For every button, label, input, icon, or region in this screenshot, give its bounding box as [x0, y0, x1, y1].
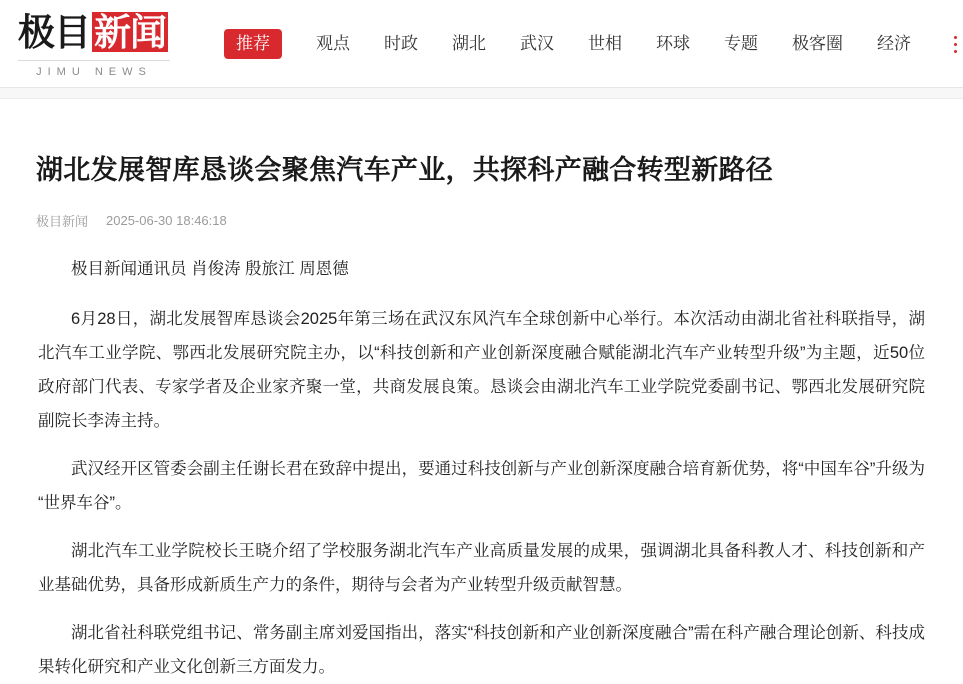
nav-item-economy[interactable]: 经济 [877, 34, 911, 53]
article-paragraph: 武汉经开区管委会副主任谢长君在致辞中提出，要通过科技创新与产业创新深度融合培育新优势，将“中国车谷”升级为“世界车谷”。 [38, 460, 925, 512]
logo-text-primary: 极目 [18, 10, 90, 54]
nav-item-society[interactable]: 世相 [588, 34, 622, 53]
nav-item-geek-circle[interactable]: 极客圈 [792, 34, 843, 53]
page-title: 湖北发展智库恳谈会聚焦汽车产业，共探科产融合转型新路径 [36, 155, 774, 185]
article-paragraph: 湖北省社科联党组书记、常务副主席刘爱国指出，落实“科技创新和产业创新深度融合”需在科产融合理论创新、科技成果转化研究和产业文化创新三方面发力。 [38, 624, 925, 676]
article-container [0, 151, 963, 684]
more-vertical-icon[interactable] [945, 31, 963, 57]
logo-subtitle: JIMU NEWS [18, 60, 170, 78]
logo-text-secondary: 新闻 [94, 10, 166, 54]
article-meta [36, 211, 927, 230]
logo-wordmark [18, 10, 182, 54]
header-divider [0, 88, 963, 99]
article-timestamp: 2025-06-30 18:46:18 [106, 213, 227, 228]
article-source: 极目新闻 [36, 214, 89, 229]
nav-item-politics[interactable]: 时政 [384, 34, 418, 53]
nav-item-global[interactable]: 环球 [656, 34, 690, 53]
article-body [36, 252, 927, 684]
nav-item-recommended[interactable]: 推荐 [224, 29, 282, 59]
article-byline: 极目新闻通讯员 肖俊涛 殷旅江 周恩德 [71, 260, 349, 278]
site-header [0, 0, 963, 88]
article-paragraph: 6月28日，湖北发展智库恳谈会2025年第三场在武汉东风汽车全球创新中心举行。本次活动由湖北省社科联指导，湖北汽车工业学院、鄂西北发展研究院主办，以“科技创新和产业创新深度融合赋能湖北汽车产业转型升级”为主题，近50位政府部门代表、专家学者及企业家齐聚一堂，共商发展良策。恳谈会由湖北汽车工业学院党委副书记、鄂西北发展研究院副院长李涛主持。 [38, 310, 925, 430]
main-nav [182, 0, 963, 88]
nav-item-wuhan[interactable]: 武汉 [520, 34, 554, 53]
nav-item-viewpoint[interactable]: 观点 [316, 34, 350, 53]
nav-item-special[interactable]: 专题 [724, 34, 758, 53]
article-paragraph: 湖北汽车工业学院校长王晓介绍了学校服务湖北汽车产业高质量发展的成果，强调湖北具备科教人才、科技创新和产业基础优势，具备形成新质生产力的条件，期待与会者为产业转型升级贡献智慧。 [38, 542, 925, 594]
nav-item-hubei[interactable]: 湖北 [452, 34, 486, 53]
site-logo[interactable] [0, 0, 182, 78]
